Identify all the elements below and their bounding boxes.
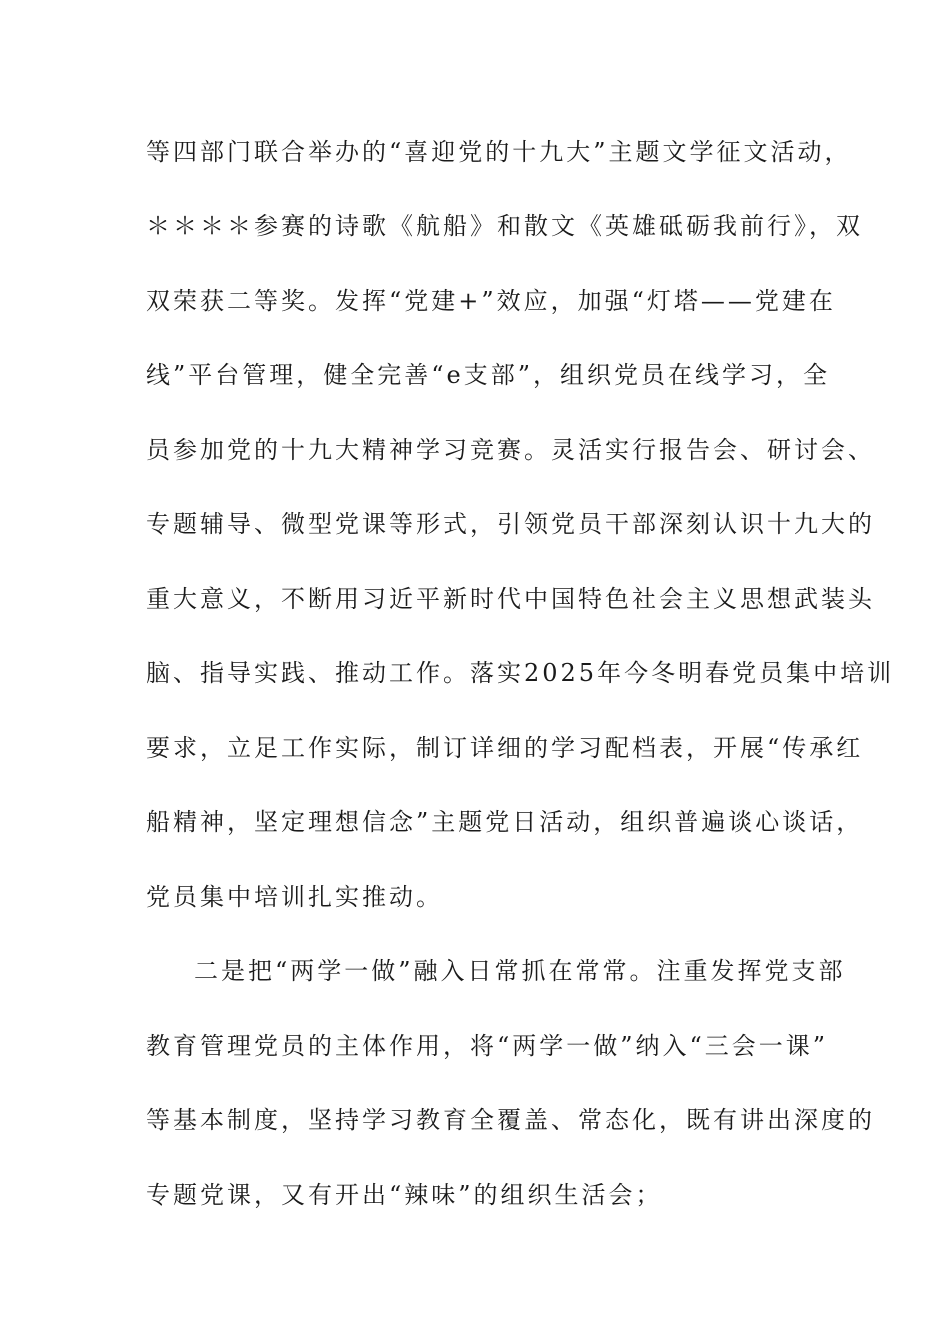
text-line: 重大意义，不断用习近平新时代中国特色社会主义思想武装头 xyxy=(146,585,875,613)
text-line: 专题辅导、微型党课等形式，引领党员干部深刻认识十九大的 xyxy=(146,510,875,538)
text-line: 要求，立足工作实际，制订详细的学习配档表，开展“传承红 xyxy=(146,734,864,762)
text-line: 船精神，坚定理想信念”主题党日活动，组织普遍谈心谈话， xyxy=(146,808,864,836)
text-line: 教育管理党员的主体作用，将“两学一做”纳入“三会一课” xyxy=(146,1032,829,1060)
text-line: 党员集中培训扎实推动。 xyxy=(146,883,443,911)
text-line: 专题党课，又有开出“辣味”的组织生活会； xyxy=(146,1181,663,1209)
text-line: 脑、指导实践、推动工作。落实2025年今冬明春党员集中培训 xyxy=(146,659,895,687)
text-line: ＊＊＊＊参赛的诗歌《航船》和散文《英雄砥砺我前行》，双 xyxy=(146,212,863,240)
text-line: 等四部门联合举办的“喜迎党的十九大”主题文学征文活动， xyxy=(146,138,852,166)
text-line: 线”平台管理，健全完善“e支部”，组织党员在线学习，全 xyxy=(146,361,831,389)
text-line: 双荣获二等奖。发挥“党建+”效应，加强“灯塔——党建在 xyxy=(146,287,836,315)
paragraph-first-line: 二是把“两学一做”融入日常抓在常常。注重发挥党支部 xyxy=(194,957,846,985)
text-line: 员参加党的十九大精神学习竞赛。灵活实行报告会、研讨会、 xyxy=(146,436,875,464)
text-line: 等基本制度，坚持学习教育全覆盖、常态化，既有讲出深度的 xyxy=(146,1106,875,1134)
